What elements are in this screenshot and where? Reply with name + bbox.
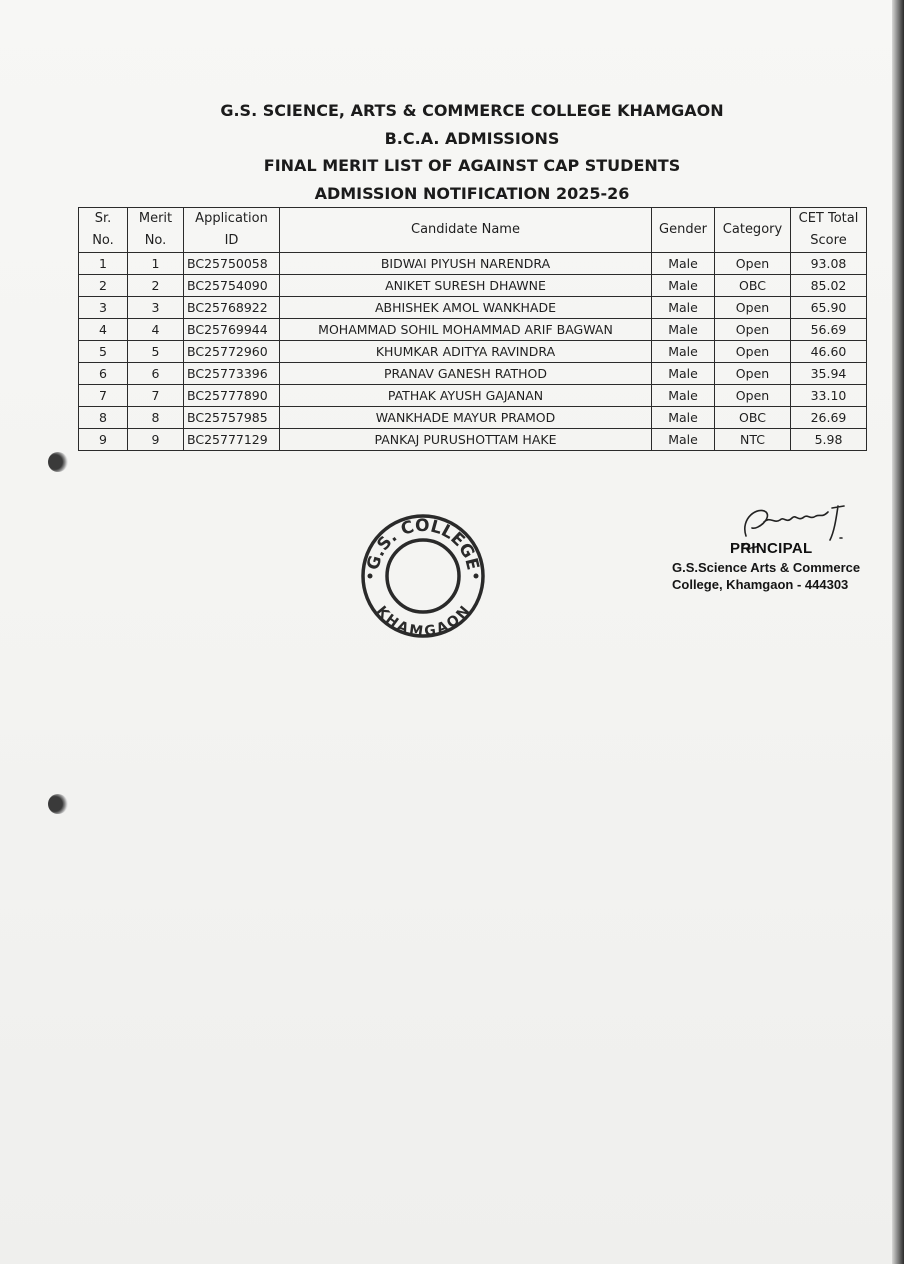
cell-cet-score: 26.69 <box>791 407 867 429</box>
cell-cet-score: 33.10 <box>791 385 867 407</box>
cell-candidate-name: WANKHADE MAYUR PRAMOD <box>280 407 652 429</box>
cell-category: Open <box>715 297 791 319</box>
principal-title: PRINCIPAL <box>730 540 813 557</box>
cell-sr-no: 3 <box>79 297 128 319</box>
cell-sr-no: 1 <box>79 253 128 275</box>
merit-list-table <box>78 207 867 451</box>
table-row <box>79 319 867 341</box>
cell-merit-no: 6 <box>128 363 184 385</box>
cell-sr-no: 7 <box>79 385 128 407</box>
cell-category: OBC <box>715 407 791 429</box>
cell-candidate-name: PATHAK AYUSH GAJANAN <box>280 385 652 407</box>
cell-cet-score: 5.98 <box>791 429 867 451</box>
table-row <box>79 341 867 363</box>
cell-sr-no: 8 <box>79 407 128 429</box>
table-row <box>79 275 867 297</box>
program-title: B.C.A. ADMISSIONS <box>384 129 560 148</box>
cell-sr-no: 6 <box>79 363 128 385</box>
cell-category: Open <box>715 363 791 385</box>
cell-candidate-name: PANKAJ PURUSHOTTAM HAKE <box>280 429 652 451</box>
cell-gender: Male <box>652 341 715 363</box>
punch-hole-icon <box>48 794 68 814</box>
table-row <box>79 407 867 429</box>
cell-gender: Male <box>652 275 715 297</box>
seal-bottom-text: KHAMGAON <box>372 603 474 640</box>
cell-category: OBC <box>715 275 791 297</box>
college-name: G.S. SCIENCE, ARTS & COMMERCE COLLEGE KHAMGAON <box>220 101 724 120</box>
cell-sr-no: 9 <box>79 429 128 451</box>
cell-merit-no: 5 <box>128 341 184 363</box>
page-edge-shadow <box>892 0 904 1264</box>
cell-application-id: BC25773396 <box>184 363 280 385</box>
cell-gender: Male <box>652 429 715 451</box>
cell-gender: Male <box>652 319 715 341</box>
cell-category: Open <box>715 341 791 363</box>
cell-category: NTC <box>715 429 791 451</box>
cell-application-id: BC25777129 <box>184 429 280 451</box>
cell-gender: Male <box>652 385 715 407</box>
cell-merit-no: 8 <box>128 407 184 429</box>
cell-candidate-name: MOHAMMAD SOHIL MOHAMMAD ARIF BAGWAN <box>280 319 652 341</box>
cell-cet-score: 85.02 <box>791 275 867 297</box>
principal-institution: G.S.Science Arts & Commerce <box>672 560 861 575</box>
cell-category: Open <box>715 319 791 341</box>
cell-application-id: BC25768922 <box>184 297 280 319</box>
cell-merit-no: 9 <box>128 429 184 451</box>
punch-hole-icon <box>48 452 68 472</box>
cell-candidate-name: PRANAV GANESH RATHOD <box>280 363 652 385</box>
cell-merit-no: 1 <box>128 253 184 275</box>
col-header-sr-no: Sr. No. <box>79 208 128 253</box>
principal-address: College, Khamgaon - 444303 <box>672 577 849 592</box>
merit-list-title: FINAL MERIT LIST OF AGAINST CAP STUDENTS <box>263 156 681 175</box>
cell-category: Open <box>715 253 791 275</box>
cell-cet-score: 46.60 <box>791 341 867 363</box>
table-header-row <box>79 208 867 253</box>
cell-sr-no: 5 <box>79 341 128 363</box>
cell-application-id: BC25757985 <box>184 407 280 429</box>
table-row <box>79 297 867 319</box>
cell-sr-no: 4 <box>79 319 128 341</box>
cell-candidate-name: ANIKET SURESH DHAWNE <box>280 275 652 297</box>
cell-cet-score: 65.90 <box>791 297 867 319</box>
cell-gender: Male <box>652 253 715 275</box>
college-seal-icon <box>356 509 490 643</box>
cell-candidate-name: KHUMKAR ADITYA RAVINDRA <box>280 341 652 363</box>
table-row <box>79 253 867 275</box>
table-row <box>79 385 867 407</box>
cell-application-id: BC25750058 <box>184 253 280 275</box>
col-header-cet-score: CET Total Score <box>791 208 867 253</box>
cell-merit-no: 7 <box>128 385 184 407</box>
cell-gender: Male <box>652 297 715 319</box>
cell-application-id: BC25777890 <box>184 385 280 407</box>
seal-top-text: G.S. COLLEGE <box>363 515 483 573</box>
cell-merit-no: 2 <box>128 275 184 297</box>
cell-application-id: BC25772960 <box>184 341 280 363</box>
col-header-gender: Gender <box>652 208 715 253</box>
cell-sr-no: 2 <box>79 275 128 297</box>
cell-cet-score: 35.94 <box>791 363 867 385</box>
cell-application-id: BC25769944 <box>184 319 280 341</box>
col-header-category: Category <box>715 208 791 253</box>
col-header-candidate-name: Candidate Name <box>280 208 652 253</box>
cell-candidate-name: ABHISHEK AMOL WANKHADE <box>280 297 652 319</box>
table-row <box>79 363 867 385</box>
col-header-merit-no: Merit No. <box>128 208 184 253</box>
notification-title: ADMISSION NOTIFICATION 2025-26 <box>314 184 630 203</box>
cell-application-id: BC25754090 <box>184 275 280 297</box>
cell-cet-score: 93.08 <box>791 253 867 275</box>
cell-merit-no: 4 <box>128 319 184 341</box>
cell-category: Open <box>715 385 791 407</box>
cell-cet-score: 56.69 <box>791 319 867 341</box>
cell-merit-no: 3 <box>128 297 184 319</box>
table-row <box>79 429 867 451</box>
cell-gender: Male <box>652 363 715 385</box>
cell-candidate-name: BIDWAI PIYUSH NARENDRA <box>280 253 652 275</box>
col-header-application-id: Application ID <box>184 208 280 253</box>
cell-gender: Male <box>652 407 715 429</box>
